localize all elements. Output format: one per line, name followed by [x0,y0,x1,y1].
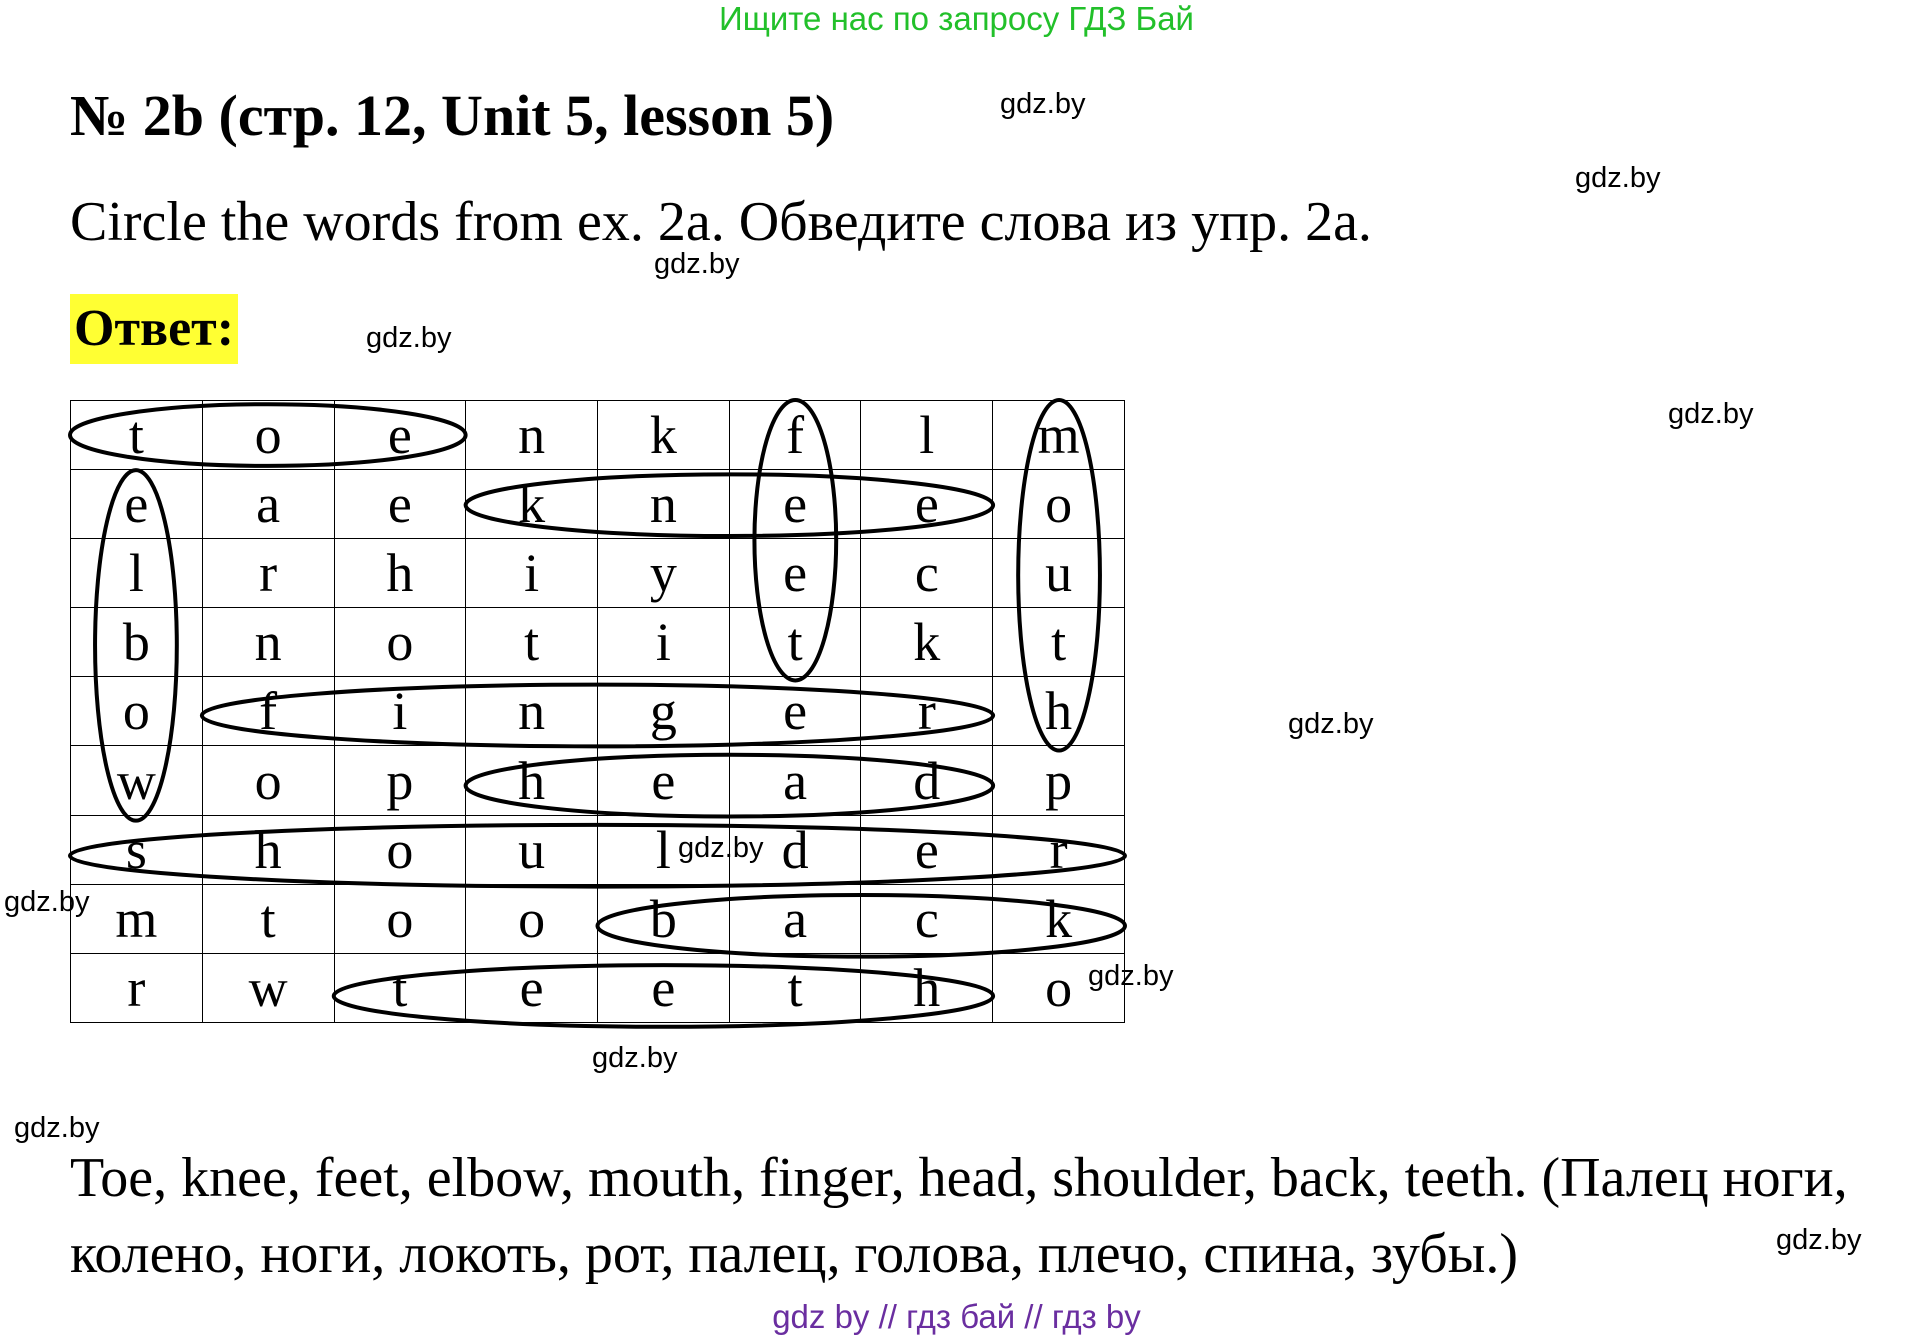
word-circle-knee [466,474,994,536]
grid-cell: i [597,608,729,677]
watermark: gdz.by [1088,960,1174,992]
watermark: gdz.by [1575,162,1661,194]
grid-cell: e [729,677,861,746]
grid-cell: o [993,953,1125,1022]
word-search-puzzle [70,400,1125,1031]
grid-cell: k [466,470,598,539]
grid-cell: n [202,608,334,677]
watermark: gdz.by [366,322,452,354]
grid-cell: o [334,815,466,884]
watermark: gdz.by [592,1042,678,1074]
grid-cell: r [202,539,334,608]
grid-cell: n [597,470,729,539]
watermark: gdz.by [654,248,740,280]
grid-cell: d [729,815,861,884]
grid-cell: t [71,401,203,470]
answer-label: Ответ: [70,294,238,364]
grid-cell: t [729,608,861,677]
grid-cell: c [861,884,993,953]
grid-cell: o [993,470,1125,539]
task-title: № 2b (стр. 12, Unit 5, lesson 5) [70,83,835,148]
word-circle-finger [202,685,993,747]
word-circle-shoulder [70,825,1125,887]
word-circle-head [466,755,994,817]
grid-cell: t [729,953,861,1022]
grid-cell: l [597,815,729,884]
grid-cell: f [202,677,334,746]
word-circle-toe [70,404,466,466]
grid-cell: t [202,884,334,953]
grid-cell: f [729,401,861,470]
watermark: gdz.by [4,886,90,918]
grid-cell: k [993,884,1125,953]
watermark: gdz.by [1776,1224,1862,1256]
word-circle-mouth [1018,400,1100,751]
grid-cell: e [729,470,861,539]
word-circle-feet [754,400,836,680]
grid-cell: o [334,884,466,953]
grid-cell: c [861,539,993,608]
grid-cell: o [466,884,598,953]
grid-cell: t [334,953,466,1022]
grid-cell: e [861,815,993,884]
grid-cell: d [861,746,993,815]
grid-cell: a [729,746,861,815]
grid-cell: b [597,884,729,953]
grid-cell: o [71,677,203,746]
grid-cell: e [597,953,729,1022]
grid-cell: p [993,746,1125,815]
grid-cell: u [993,539,1125,608]
watermark: gdz.by [14,1112,100,1144]
watermark: gdz.by [678,832,764,864]
grid-cell: e [597,746,729,815]
word-circle-back [598,895,1126,957]
grid-cell: n [466,401,598,470]
grid-cell: r [861,677,993,746]
word-circles [70,400,1125,1031]
grid-cell: w [202,953,334,1022]
grid-cell: i [334,677,466,746]
task-instruction: Circle the words from ex. 2a. Обведите слова из упр. 2а. [70,191,1372,253]
grid-cell: m [71,884,203,953]
grid-cell: o [202,746,334,815]
grid-cell: h [202,815,334,884]
word-circle-teeth [334,965,993,1027]
grid-cell: i [466,539,598,608]
grid-cell: a [729,884,861,953]
grid-cell: w [71,746,203,815]
grid-cell: e [71,470,203,539]
watermark: gdz.by [1288,708,1374,740]
grid-cell: o [202,401,334,470]
footer-watermark: gdz by // гдз бай // гдз by [772,1298,1141,1335]
grid-cell: l [861,401,993,470]
grid-cell: k [597,401,729,470]
grid-cell: g [597,677,729,746]
grid-cell: o [334,608,466,677]
word-circle-elbow [95,470,177,821]
grid-cell: l [71,539,203,608]
grid-cell: m [993,401,1125,470]
grid-cell: e [729,539,861,608]
top-banner: Ищите нас по запросу ГДЗ Бай [719,0,1194,37]
grid-cell: k [861,608,993,677]
grid-cell: e [334,401,466,470]
grid-cell: t [466,608,598,677]
grid-cell: u [466,815,598,884]
grid-cell: a [202,470,334,539]
grid-cell: s [71,815,203,884]
grid-cell: r [993,815,1125,884]
grid-cell: t [993,608,1125,677]
grid-cell: e [334,470,466,539]
answer-word-list: Toe, knee, feet, elbow, mouth, finger, head, shoulder, back, teeth. (Палец ноги, колено, ноги, локоть, рот, палец, голова, плечо, спина, зубы.) [70,1147,1848,1285]
watermark: gdz.by [1668,398,1754,430]
grid-cell: h [861,953,993,1022]
grid-cell: h [993,677,1125,746]
grid-cell: h [466,746,598,815]
grid-cell: n [466,677,598,746]
grid-cell: r [71,953,203,1022]
grid-cell: h [334,539,466,608]
grid-cell: e [466,953,598,1022]
grid-cell: b [71,608,203,677]
grid-cell: e [861,470,993,539]
grid-cell: y [597,539,729,608]
grid-cell: p [334,746,466,815]
watermark: gdz.by [1000,88,1086,120]
